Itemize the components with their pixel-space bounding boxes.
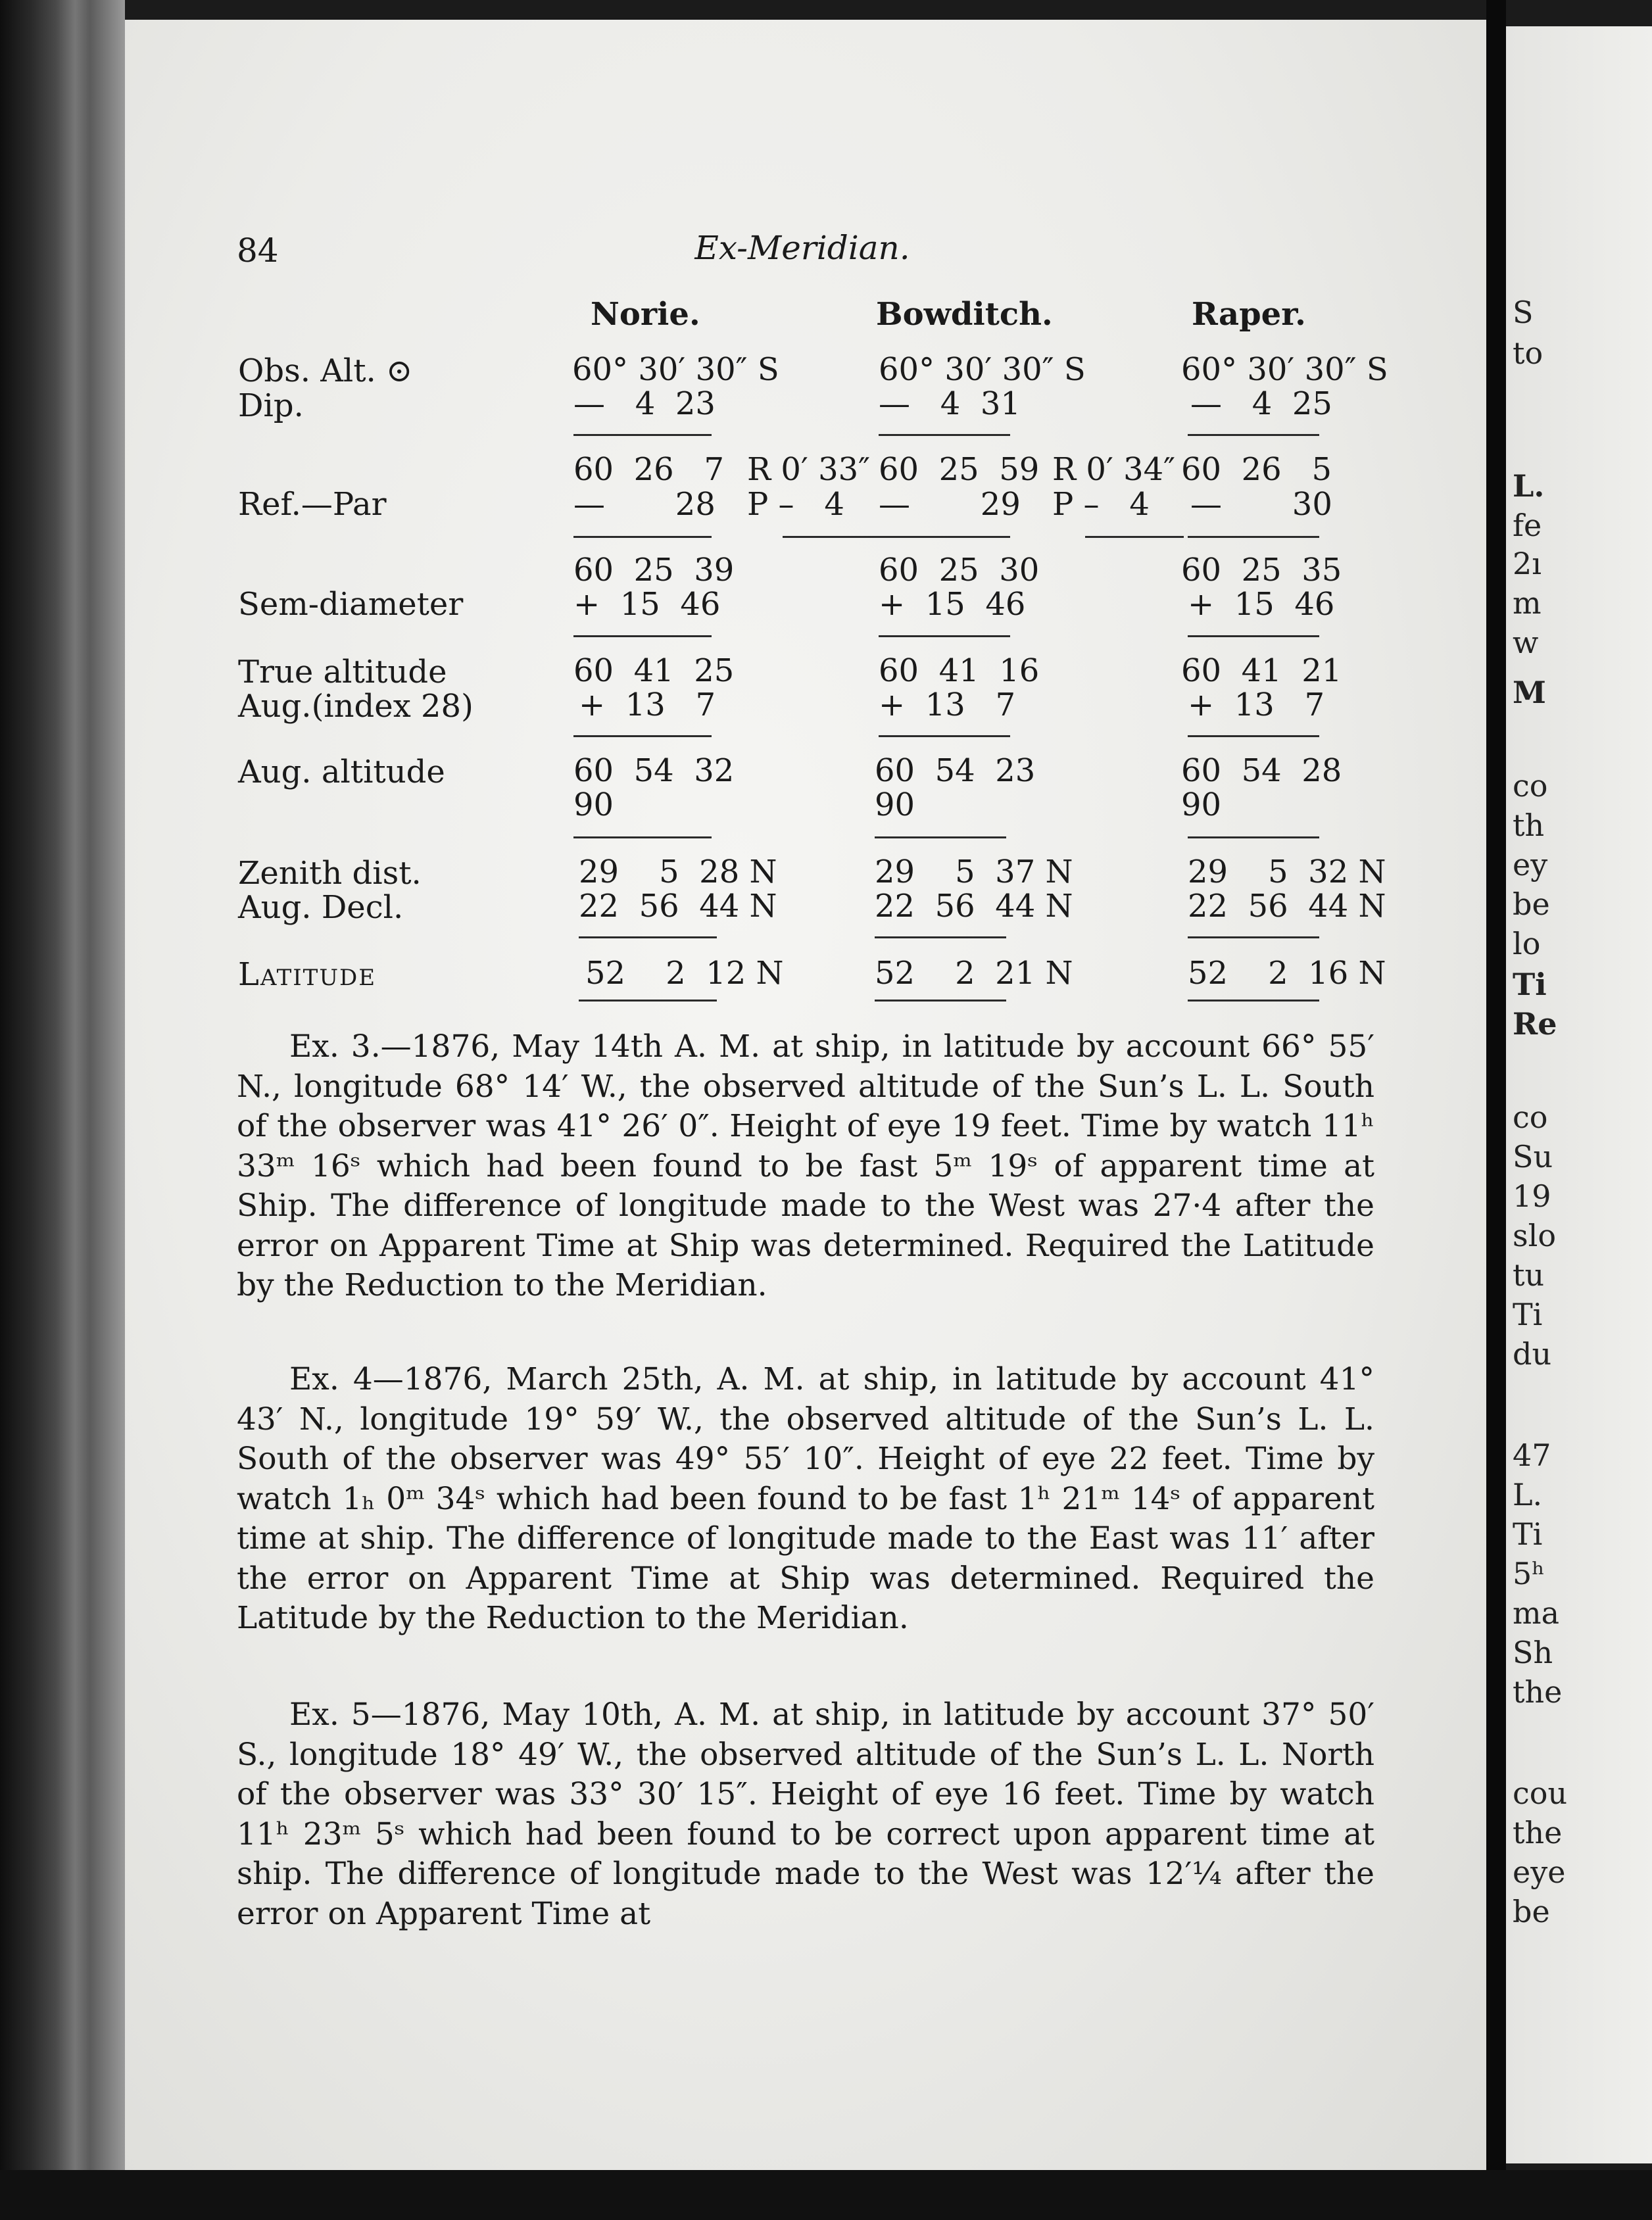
raper-rule	[1188, 635, 1319, 637]
bowditch-semi: + 15 46	[879, 586, 1026, 623]
facing-text-fragment: L.	[1513, 468, 1545, 504]
row-label-ref-par: Ref.—Par	[238, 486, 387, 523]
exercise-3-paragraph: Ex. 3.—1876, May 14th A. M. at ship, in latitude by account 66° 55′ N., longitude 68° 14′ W., the observed altitude of the Sun’s L. L. South of the observer was 41° 26′ 0″. Height of eye 19 feet. Time by watch 11ʰ 33ᵐ 16ˢ which had been found to be fast 5ᵐ 19ˢ of apparent time at Ship. The difference of longitude made to the West was 27·4 after the error on Apparent Time at Ship was determined. Required the Latitude by the Reduction to the Meridian.	[237, 1028, 1374, 1303]
norie-dip: — 4 23	[573, 385, 716, 422]
norie-r2: 60 25 39	[573, 552, 735, 589]
facing-text-fragment: slo	[1513, 1218, 1557, 1253]
row-label-zenith: Zenith dist.	[238, 855, 422, 892]
norie-rule	[573, 434, 712, 436]
bowditch-obs-alt: 60° 30′ 30″ S	[879, 351, 1086, 388]
raper-ref-par: — 30	[1190, 486, 1332, 523]
bowditch-r2: 60 25 30	[879, 552, 1040, 589]
facing-text-fragment: Ti	[1513, 1297, 1543, 1332]
norie-rule	[573, 735, 712, 737]
raper-aug-decl: 22 56 44 N	[1188, 888, 1386, 925]
row-label-latitude: Latitude	[238, 956, 377, 993]
norie-obs-alt: 60° 30′ 30″ S	[572, 351, 779, 388]
facing-text-fragment: Sh	[1513, 1635, 1553, 1670]
facing-text-fragment: co	[1513, 1099, 1548, 1135]
norie-aug: + 13 7	[579, 687, 716, 723]
raper-true-alt: 60 41 21	[1181, 652, 1342, 689]
bowditch-rule	[879, 735, 1010, 737]
row-label-obs-alt: Obs. Alt. ⊙	[238, 352, 413, 389]
facing-text-fragment: be	[1513, 1894, 1550, 1929]
bowditch-true-alt: 60 41 16	[879, 652, 1040, 689]
facing-text-fragment: to	[1513, 335, 1543, 371]
bowditch-rule	[875, 1000, 1006, 1001]
row-label-aug-decl: Aug. Decl.	[238, 889, 404, 926]
norie-zenith: 29 5 28 N	[579, 854, 777, 890]
bowditch-ninety: 90	[875, 786, 915, 823]
bowditch-rule	[879, 434, 1010, 436]
row-label-aug: Aug.(index 28)	[238, 688, 474, 725]
bowditch-rule	[875, 836, 1006, 838]
norie-ninety: 90	[573, 786, 614, 823]
norie-aug-decl: 22 56 44 N	[579, 888, 777, 925]
facing-text-fragment: Ti	[1513, 1516, 1543, 1552]
norie-rule	[579, 936, 717, 938]
refraction-correction-1: R 0′ 33″	[747, 451, 871, 488]
correction-rule	[1085, 536, 1184, 538]
raper-rule	[1188, 536, 1319, 538]
facing-text-fragment: fe	[1513, 508, 1542, 543]
norie-aug-alt: 60 54 32	[573, 752, 735, 789]
facing-text-fragment: cou	[1513, 1775, 1568, 1811]
raper-rule	[1188, 836, 1319, 838]
facing-text-fragment: 2ı	[1513, 546, 1542, 581]
raper-rule	[1188, 936, 1319, 938]
facing-text-fragment: 47	[1513, 1437, 1551, 1473]
raper-obs-alt: 60° 30′ 30″ S	[1181, 351, 1388, 388]
parallax-correction-1: P – 4	[747, 486, 844, 523]
raper-zenith: 29 5 32 N	[1188, 854, 1386, 890]
raper-aug: + 13 7	[1188, 687, 1325, 723]
norie-r1: 60 26 7	[573, 451, 724, 488]
facing-text-fragment: w	[1513, 625, 1539, 660]
column-header-norie: Norie.	[591, 296, 700, 333]
page-number: 84	[237, 231, 279, 270]
facing-text-fragment: 19	[1513, 1178, 1551, 1214]
bowditch-rule	[875, 936, 1006, 938]
refraction-correction-2: R 0′ 34″	[1052, 451, 1176, 488]
column-header-raper: Raper.	[1192, 296, 1306, 333]
norie-true-alt: 60 41 25	[573, 652, 735, 689]
bowditch-aug-alt: 60 54 23	[875, 752, 1036, 789]
facing-text-fragment: Re	[1513, 1006, 1557, 1042]
bowditch-rule	[879, 635, 1010, 637]
bowditch-r1: 60 25 59	[879, 451, 1040, 488]
facing-text-fragment: co	[1513, 768, 1548, 804]
raper-dip: — 4 25	[1190, 385, 1332, 422]
bowditch-aug-decl: 22 56 44 N	[875, 888, 1073, 925]
book-spine-edge	[0, 0, 125, 2220]
row-label-aug-alt: Aug. altitude	[238, 754, 445, 790]
facing-text-fragment: the	[1513, 1674, 1563, 1710]
bowditch-dip: — 4 31	[879, 385, 1021, 422]
parallax-correction-2: P – 4	[1052, 486, 1150, 523]
row-label-true-alt: True altitude	[238, 654, 447, 690]
raper-semi: + 15 46	[1188, 586, 1335, 623]
raper-ninety: 90	[1181, 786, 1222, 823]
facing-text-fragment: be	[1513, 886, 1550, 922]
raper-rule	[1188, 1000, 1319, 1001]
raper-r1: 60 26 5	[1181, 451, 1332, 488]
norie-rule	[573, 536, 712, 538]
raper-rule	[1188, 434, 1319, 436]
bowditch-aug: + 13 7	[879, 687, 1016, 723]
facing-text-fragment: lo	[1513, 926, 1541, 961]
norie-rule	[573, 635, 712, 637]
facing-text-fragment: S	[1513, 295, 1534, 330]
facing-text-fragment: th	[1513, 808, 1545, 843]
facing-text-fragment: Su	[1513, 1139, 1553, 1174]
scan-bottom-edge	[0, 2170, 1652, 2220]
facing-text-fragment: M	[1513, 675, 1546, 710]
raper-aug-alt: 60 54 28	[1181, 752, 1342, 789]
facing-text-fragment: eye	[1513, 1854, 1566, 1890]
raper-rule	[1188, 735, 1319, 737]
norie-latitude: 52 2 12 N	[585, 955, 784, 992]
facing-text-fragment: L.	[1513, 1477, 1543, 1512]
row-label-semi: Sem-diameter	[238, 586, 464, 623]
facing-text-fragment: tu	[1513, 1257, 1545, 1293]
page-gutter	[1486, 0, 1506, 2220]
bowditch-rule	[879, 536, 1010, 538]
raper-r2: 60 25 35	[1181, 552, 1342, 589]
exercise-4-paragraph: Ex. 4—1876, March 25th, A. M. at ship, in latitude by account 41° 43′ N., longitude 19° 59′ W., the observed altitude of the Sun’s L. L. South of the observer was 49° 55′ 10″. Height of eye 22 feet. Time by watch 1ₕ 0ᵐ 34ˢ which had been found to be fast 1ʰ 21ᵐ 14ˢ of apparent time at ship. The difference of longitude made to the East was 11′ after the error on Apparent Time at Ship was determined. Required the Latitude by the Reduction to the Meridian.	[237, 1361, 1374, 1636]
bowditch-latitude: 52 2 21 N	[875, 955, 1073, 992]
bowditch-ref-par: — 29	[879, 486, 1021, 523]
norie-semi: + 15 46	[573, 586, 721, 623]
running-title: Ex-Meridian.	[694, 229, 910, 267]
column-header-bowditch: Bowditch.	[876, 296, 1053, 333]
facing-text-fragment: Ti	[1513, 967, 1547, 1002]
facing-text-fragment: ey	[1513, 847, 1548, 882]
row-label-dip: Dip.	[238, 387, 304, 424]
facing-text-fragment: 5ʰ	[1513, 1556, 1545, 1591]
bowditch-zenith: 29 5 37 N	[875, 854, 1073, 890]
norie-rule	[573, 836, 712, 838]
facing-text-fragment: du	[1513, 1336, 1552, 1372]
raper-latitude: 52 2 16 N	[1188, 955, 1386, 992]
norie-ref-par: — 28	[573, 486, 716, 523]
facing-text-fragment: m	[1513, 585, 1542, 621]
facing-text-fragment: the	[1513, 1815, 1563, 1850]
facing-text-fragment: ma	[1513, 1595, 1560, 1631]
norie-rule	[579, 1000, 717, 1001]
exercise-5-paragraph: Ex. 5—1876, May 10th, A. M. at ship, in latitude by account 37° 50′ S., longitude 18° 49′ W., the observed altitude of the Sun’s L. L. North of the observer was 33° 30′ 15″. Height of eye 16 feet. Time by watch 11ʰ 23ᵐ 5ˢ which had been found to be correct upon apparent time at ship. The difference of longitude made to the West was 12′¼ after the error on Apparent Time at	[237, 1697, 1374, 1932]
